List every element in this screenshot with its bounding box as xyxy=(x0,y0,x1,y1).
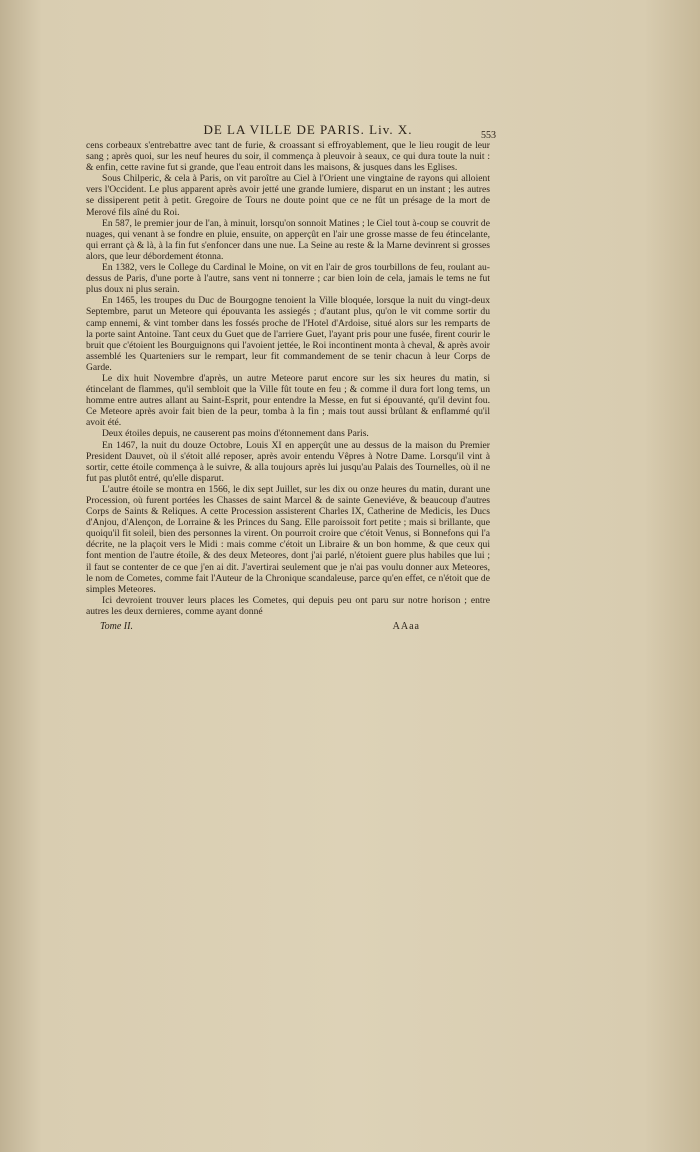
paragraph: Le dix huit Novembre d'après, un autre Meteore parut encore sur les six heures du matin, si étincelant de flammes, qu'il sembloit que la Ville fût toute en feu ; & comme il dura fort long tems, un homme entre autres allant au Saint-Esprit, pour entendre la Messe, en fut si épouvanté, qu'il devint fou. Ce Meteore après avoir fait bien de la peur, tomba à la fin ; mais tout aussi brûlant & enflammé qu'il avoit été. xyxy=(86,372,490,429)
paragraph: Deux étoiles depuis, ne causerent pas moins d'étonnement dans Paris. xyxy=(102,428,369,440)
paragraph: En 1467, la nuit du douze Octobre, Louis XI en apperçût une au dessus de la maison du Premier President Dauvet, où il s'étoit allé reposer, après avoir entendu Vêpres à Notre Dame. Lorsqu'il vint à sortir, cette étoile commença à le suivre, & alla toujours après lui jusqu'au Palais des Tournelles, où il ne fut pas plutôt entré, qu'elle disparut. xyxy=(86,439,490,484)
paragraph: Sous Chilperic, & cela à Paris, on vit paroître au Ciel à l'Orient une vingtaine de rayons qui alloient vers l'Occident. Le plus apparent après avoir jetté une grande lumiere, disparut en un instant ; les autres se dissiperent petit à petit. Gregoire de Tours ne doute point que ce ne fût un présage de la mort de Merové fils aîné du Roi. xyxy=(86,173,490,218)
page-footer xyxy=(86,621,490,635)
running-head xyxy=(86,120,496,141)
paragraph: En 1465, les troupes du Duc de Bourgogne tenoient la Ville bloquée, lorsque la nuit du vingt-deux Septembre, parut un Meteore qui épouvanta les assiegés ; d'autant plus, qu'on le vit comme sortir du camp ennemi, & vint tomber dans les fossés proche de l'Hotel d'Ardoise, situé alors sur les remparts de la porte saint Antoine. Tant ceux du Guet que de l'arriere Guet, l'ayant pris pour une fusée, firent courir le bruit que c'étoient les Bourguignons qui l'avoient jettée, le Roi incontinent monta à cheval, & après avoir assemblé les Quarteniers sur le rempart, leur fit commandement de se tenir chacun à leur Corps de Garde. xyxy=(86,295,490,373)
page-number: 553 xyxy=(481,130,496,141)
paragraph: cens corbeaux s'entrebattre avec tant de furie, & croassant si effroyablement, que le lieu rougit de leur sang ; après quoi, sur les neuf heures du soir, il commença à pleuvoir à seaux, ce qui dura toute la nuit : & enfin, cette ravine fut si grande, que l'eau entroit dans les maisons, & jusques dans les Eglises. xyxy=(86,140,490,174)
paragraph: L'autre étoile se montra en 1566, le dix sept Juillet, sur les dix ou onze heures du matin, durant une Procession, où furent portées les Chasses de saint Marcel & de sainte Geneviéve, & beaucoup d'autres Corps de Saints & Reliques. A cette Procession assisterent Charles IX, Catherine de Medicis, les Ducs d'Anjou, d'Alençon, de Lorraine & les Princes du Sang. Elle paroissoit fort petite ; mais si brillante, que quoiqu'il fit soleil, bien des personnes la virent. On pourroit croire que c'étoit Venus, si Bonnefons qui l'a décrite, ne la plaçoit vers le Midi : mais comme c'étoit un Libraire & un bon homme, & que ceux qui font mention de l'autre étoile, & des deux Meteores, dont j'ai parlé, n'étoient guere plus habiles que lui ; il faut se contenter de ce que j'en ai dit. J'avertirai seulement que je n'ai pas voulu donner aux Meteores, le nom de Cometes, comme fait l'Auteur de la Chronique scandaleuse, parce qu'en effet, ce n'étoit que de simples Meteores. xyxy=(86,483,490,595)
paragraph: En 1382, vers le College du Cardinal le Moine, on vit en l'air de gros tourbillons de feu, roulant au-dessus de Paris, d'une porte à l'autre, sans vent ni tonnerre ; car bien loin de cela, jamais le tems ne fut plus doux ni plus serain. xyxy=(86,262,490,296)
paragraph: En 587, le premier jour de l'an, à minuit, lorsqu'on sonnoit Matines ; le Ciel tout à-coup se couvrit de nuages, qui venant à se fondre en pluie, ensuite, on apperçût en l'air une grosse masse de feu étincelante, qui errant çà & là, à la fin fut s'enfoncer dans une nue. La Seine au reste & la Marne devinrent si grosses alors, que leur débordement étonna. xyxy=(86,217,490,262)
running-title: DE LA VILLE DE PARIS. Liv. X. xyxy=(203,122,413,137)
paragraph: Ici devroient trouver leurs places les Cometes, qui depuis peu ont paru sur notre horison ; entre autres les deux dernieres, comme ayant donné xyxy=(86,594,490,617)
text-block xyxy=(86,120,496,635)
signature-mark: AAaa xyxy=(392,621,420,633)
volume-label: Tome II. xyxy=(100,621,133,633)
